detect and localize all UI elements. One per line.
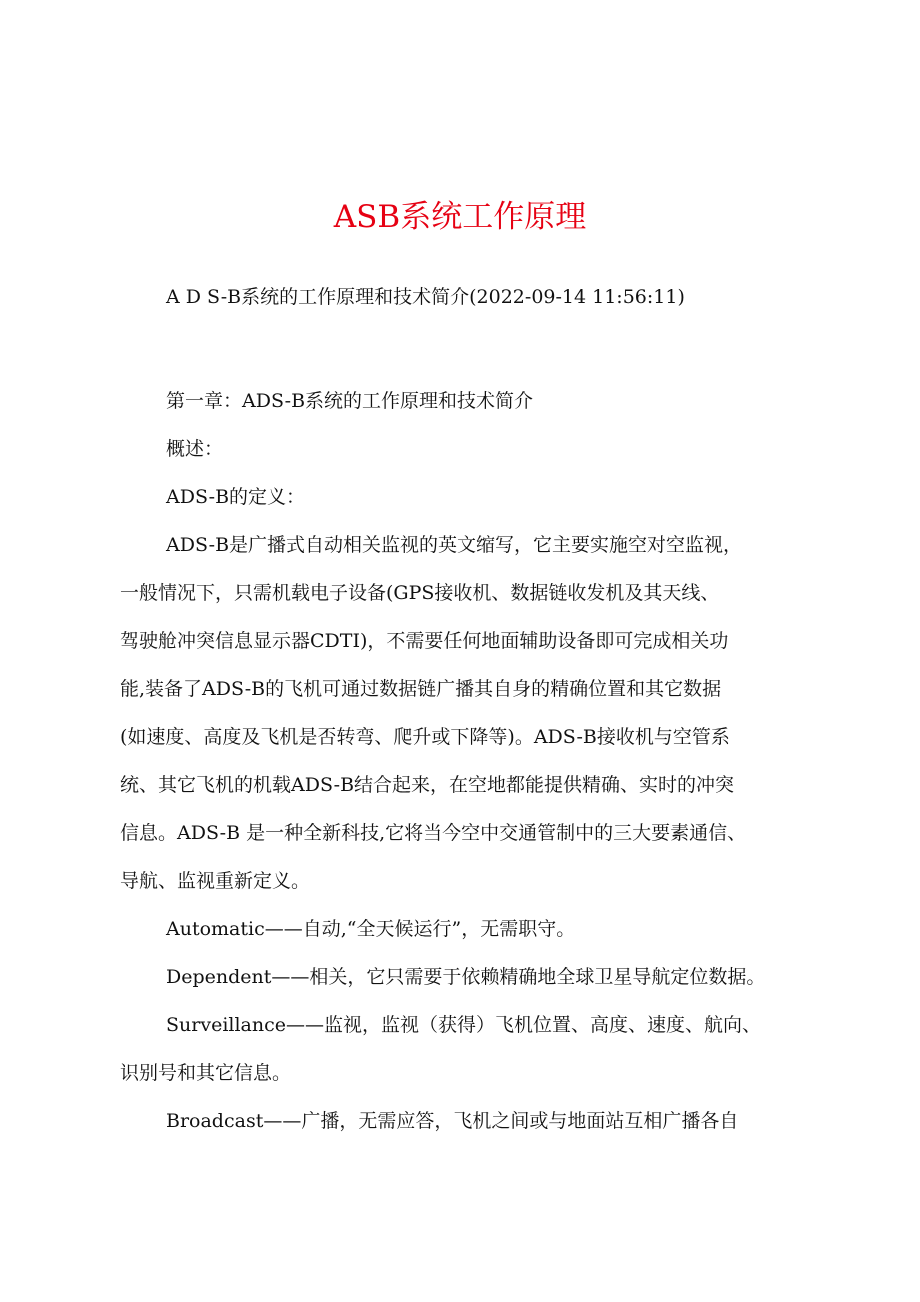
automatic-paragraph: [120, 905, 810, 953]
document-body: [120, 377, 810, 1145]
chapter-heading-text: 第一章：ADS-B系统的工作原理和技术简介: [166, 390, 534, 412]
overview-heading-text: 概述：: [166, 438, 224, 460]
automatic-text: Automatic——自动,“全天候运行”，无需职守。: [166, 918, 576, 940]
document-subtitle: A D S-B系统的工作原理和技术简介(2022-09-14 11:56:11): [166, 286, 685, 308]
overview-heading: [120, 425, 810, 473]
paragraph-line: ADS-B是广播式自动相关监视的英文缩写，它主要实施空对空监视，: [166, 534, 743, 556]
definition-heading-text: ADS-B的定义：: [166, 486, 306, 508]
definition-paragraph: [120, 521, 810, 905]
paragraph-line: Surveillance——监视，监视（获得）飞机位置、高度、速度、航向、: [166, 1014, 761, 1036]
paragraph-line: 导航、监视重新定义。: [120, 870, 311, 892]
dependent-text: Dependent——相关，它只需要于依赖精确地全球卫星导航定位数据。: [166, 966, 766, 988]
paragraph-line: 能,装备了ADS-B的飞机可通过数据链广播其自身的精确位置和其它数据: [120, 678, 722, 700]
paragraph-line: 一般情况下，只需机载电子设备(GPS接收机、数据链收发机及其天线、: [120, 582, 720, 604]
paragraph-line: 驾驶舱冲突信息显示器CDTI)，不需要任何地面辅助设备即可完成相关功: [120, 630, 729, 652]
broadcast-paragraph: [120, 1097, 810, 1145]
chapter-heading: [120, 377, 810, 425]
definition-heading: [120, 473, 810, 521]
paragraph-line: 统、其它飞机的机载ADS-B结合起来，在空地都能提供精确、实时的冲突: [120, 774, 735, 796]
paragraph-line: (如速度、高度及飞机是否转弯、爬升或下降等)。ADS-B接收机与空管系: [120, 726, 730, 748]
paragraph-line: 信息。ADS-B 是一种全新科技,它将当今空中交通管制中的三大要素通信、: [120, 822, 747, 844]
dependent-paragraph: [120, 953, 810, 1001]
surveillance-paragraph: [120, 1001, 810, 1097]
paragraph-line: 识别号和其它信息。: [120, 1062, 292, 1084]
broadcast-text: Broadcast——广播，无需应答，飞机之间或与地面站互相广播各自: [166, 1110, 739, 1132]
document-title: ASB系统工作原理: [333, 199, 587, 235]
